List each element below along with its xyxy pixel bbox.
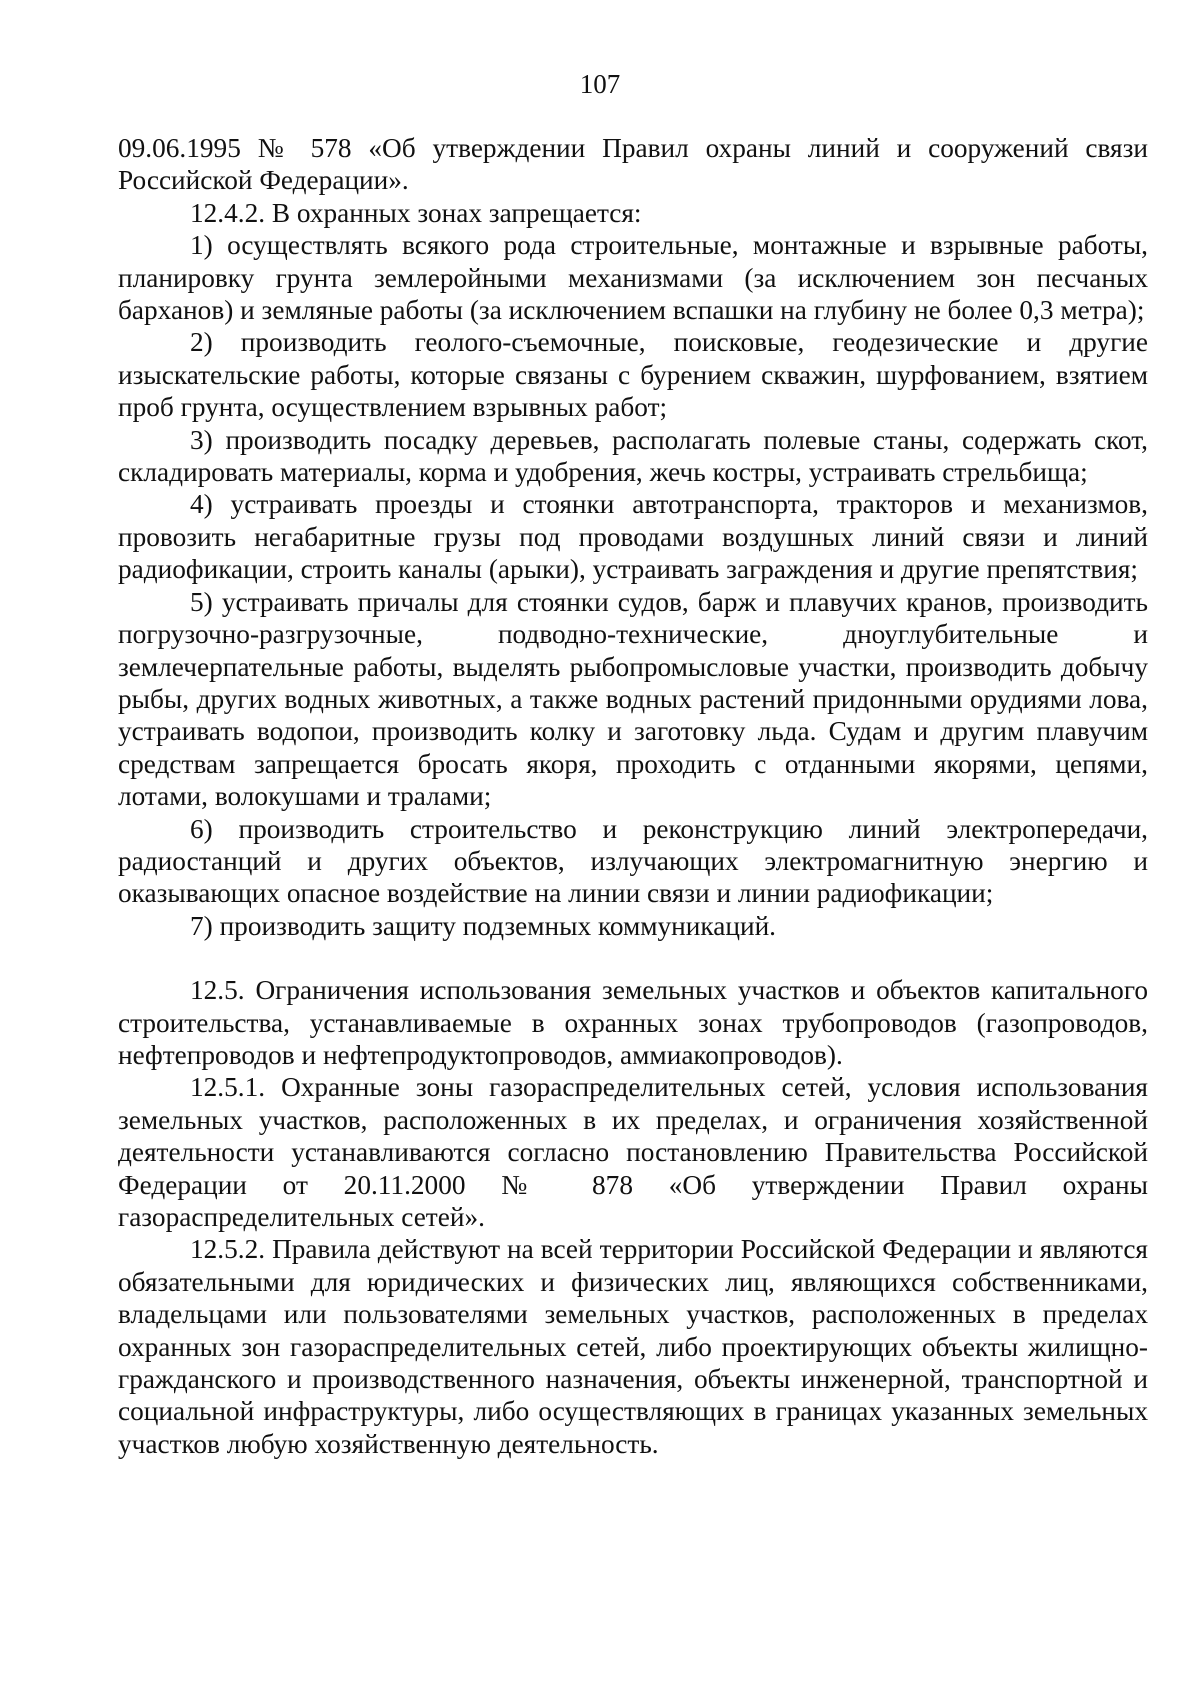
list-item-3: 3) производить посадку деревьев, располагать полевые станы, содержать скот, складировать материалы, корма и удобрения, жечь костры, устраивать стрельбища; <box>118 424 1148 488</box>
paragraph-12-5-2: 12.5.2. Правила действуют на всей территории Российской Федерации и являются обязательными для юридических и физических лиц, являющихся собственниками, владельцами или пользователями земельных участков, расположенных в пределах охранных зон газораспределительных сетей, либо проектирующих объекты жилищно-гражданского и производственного назначения, объекты инженерной, транспортной и социальной инфраструктуры, либо осуществляющих в границах указанных земельных участков любую хозяйственную деятельность. <box>118 1234 1148 1459</box>
paragraph-continuation: 09.06.1995 № 578 «Об утверждении Правил охраны линий и сооружений связи Российской Федерации». <box>118 133 1148 196</box>
paragraph-12-5-1: 12.5.1. Охранные зоны газораспределительных сетей, условия использования земельных участков, расположенных в их пределах, и ограничения хозяйственной деятельности устанавливаются согласно постановлению Правительства Российской Федерации от 20.11.2000 № 878 «Об утверждении Правил охраны газораспределительных сетей». <box>118 1072 1148 1232</box>
list-item-2: 2) производить геолого-съемочные, поисковые, геодезические и другие изыскательские работы, которые связаны с бурением скважин, шурфованием, взятием проб грунта, осуществлением взрывных работ; <box>118 327 1148 423</box>
list-item-7: 7) производить защиту подземных коммуникаций. <box>190 910 777 941</box>
list-item-4: 4) устраивать проезды и стоянки автотранспорта, тракторов и механизмов, провозить негабаритные грузы под проводами воздушных линий связи и линий радиофикации, строить каналы (арыки), устраивать заграждения и другие препятствия; <box>118 489 1148 585</box>
list-item-5: 5) устраивать причалы для стоянки судов, барж и плавучих кранов, производить погрузочно-разгрузочные, подводно-технические, дноуглубительные и землечерпательные работы, выделять рыбопромысловые участки, производить добычу рыбы, других водных животных, а также водных растений придонными орудиями лова, устраивать водопои, производить колку и заготовку льда. Судам и другим плавучим средствам запрещается бросать якоря, проходить с отданными якорями, цепями, лотами, волокушами и тралами; <box>118 586 1148 812</box>
page-number: 107 <box>579 69 621 99</box>
paragraph-12-4-2: 12.4.2. В охранных зонах запрещается: <box>190 197 642 228</box>
section-12-5-heading: 12.5. Ограничения использования земельных участков и объектов капитального строительства, устанавливаемые в охранных зонах трубопроводов (газопроводов, нефтепроводов и нефтепродуктопроводов, аммиакопроводов). <box>118 975 1148 1070</box>
list-item-6: 6) производить строительство и реконструкцию линий электропередачи, радиостанций и других объектов, излучающих электромагнитную энергию и оказывающих опасное воздействие на линии связи и линии радиофикации; <box>118 813 1148 909</box>
list-item-1: 1) осуществлять всякого рода строительные, монтажные и взрывные работы, планировку грунта землеройными механизмами (за исключением зон песчаных барханов) и земляные работы (за исключением вспашки на глубину не более 0,3 метра); <box>118 230 1148 326</box>
document-body <box>118 132 1148 1460</box>
